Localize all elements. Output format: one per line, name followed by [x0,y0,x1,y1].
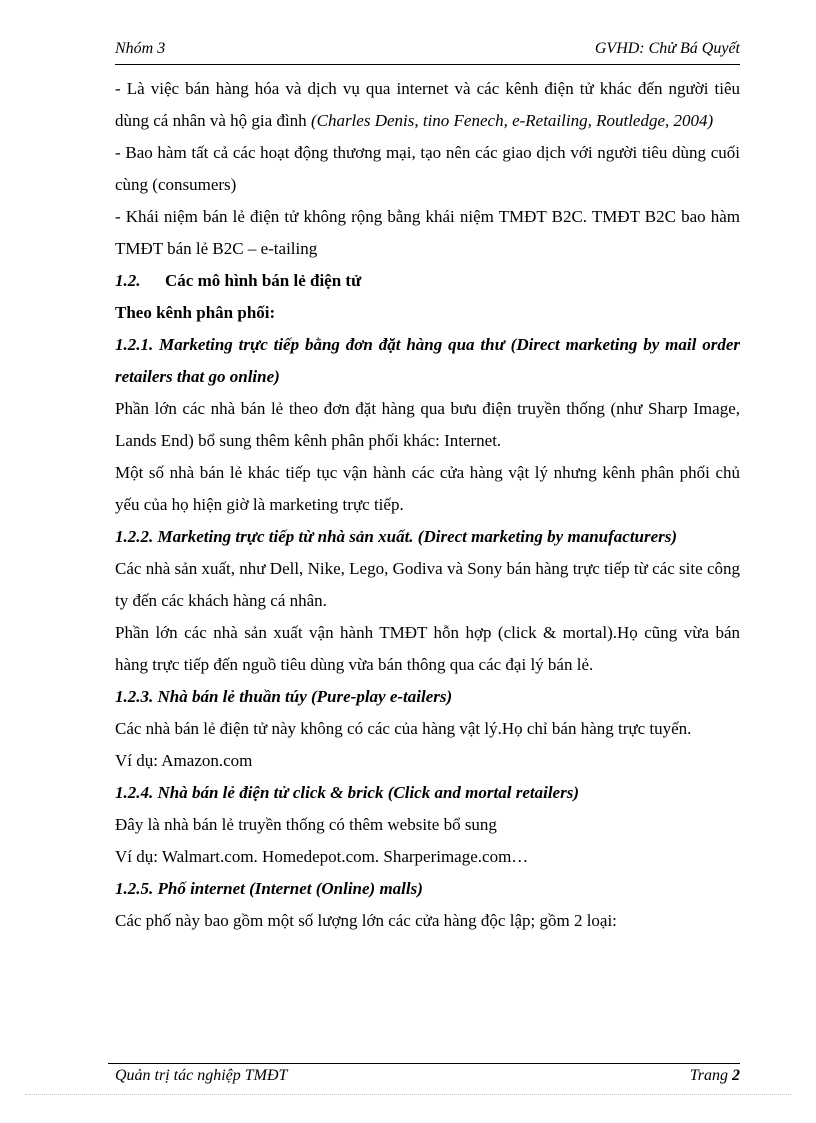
header-instructor: GVHD: Chử Bá Quyết [594,40,740,57]
subsection-heading-1-2-4: 1.2.4. Nhà bán lẻ điện tử click & brick (Click and mortal retailers) [115,783,579,802]
page-bottom-divider [25,1094,791,1095]
page-header [115,40,740,65]
subsection-heading-1-2-2: 1.2.2. Marketing trực tiếp từ nhà sản xuất. (Direct marketing by manufacturers) [115,527,678,546]
definition-text-1: - Là việc bán hàng hóa và dịch vụ qua internet và các kênh điện tử khác đến người tiêu dùng cá nhân và hộ gia đình [115,79,740,130]
subsection-3-paragraph-1: Các nhà bán lẻ điện tử này không có các của hàng vật lý.Họ chỉ bán hàng trực tuyến. [115,719,692,738]
definition-paragraph-2: - Bao hàm tất cả các hoạt động thương mại, tạo nên các giao dịch với người tiêu dùng cuối cùng (consumers) [115,143,740,194]
channel-label: Theo kênh phân phối: [115,303,276,322]
definition-paragraph-1 [115,73,740,137]
subsection-heading-1-2-1: 1.2.1. Marketing trực tiếp bằng đơn đặt hàng qua thư (Direct marketing by mail order retailers that go online) [115,335,740,386]
subsection-3-example: Ví dụ: Amazon.com [115,751,253,770]
page-footer [108,1063,740,1090]
subsection-4-paragraph-1: Đây là nhà bán lẻ truyền thống có thêm website bổ sung [115,815,497,834]
definition-paragraph-3: - Khái niệm bán lẻ điện tử không rộng bằng khái niệm TMĐT B2C. TMĐT B2C bao hàm TMĐT bán lẻ B2C – e-tailing [115,207,740,258]
footer-course-name: Quản trị tác nghiệp TMĐT [115,1067,288,1084]
subsection-2-paragraph-1: Các nhà sản xuất, như Dell, Nike, Lego, Godiva và Sony bán hàng trực tiếp từ các site công ty đến các khách hàng cá nhân. [115,559,740,610]
subsection-heading-1-2-5: 1.2.5. Phố internet (Internet (Online) malls) [115,879,423,898]
footer-page [690,1067,740,1085]
document-body [115,73,740,937]
subsection-1-paragraph-1: Phần lớn các nhà bán lẻ theo đơn đặt hàng qua bưu điện truyền thống (như Sharp Image, Lands End) bổ sung thêm kênh phân phối khác: Internet. [115,399,740,450]
page-number: 2 [732,1067,740,1084]
subsection-2-paragraph-2: Phần lớn các nhà sản xuất vận hành TMĐT hỗn hợp (click & mortal).Họ cũng vừa bán hàng trực tiếp đến nguồ tiêu dùng vừa bán thông qua các đại lý bán lẻ. [115,623,740,674]
subsection-heading-1-2-3: 1.2.3. Nhà bán lẻ thuần túy (Pure-play e-tailers) [115,687,453,706]
footer-page-label: Trang [689,1067,732,1084]
subsection-5-paragraph-1: Các phố này bao gồm một số lượng lớn các cửa hàng độc lập; gồm 2 loại: [115,911,617,930]
subsection-4-example: Ví dụ: Walmart.com. Homedepot.com. Sharperimage.com… [115,847,529,866]
section-title: Các mô hình bán lẻ điện tử [165,271,362,290]
section-heading-1-2 [115,265,740,297]
header-group-name: Nhóm 3 [115,40,166,57]
subsection-1-paragraph-2: Một số nhà bán lẻ khác tiếp tục vận hành các cửa hàng vật lý nhưng kênh phân phối chủ yếu của họ hiện giờ là marketing trực tiếp. [115,463,740,514]
citation: (Charles Denis, tino Fenech, e-Retailing, Routledge, 2004) [310,111,714,130]
section-number: 1.2. [115,271,141,290]
